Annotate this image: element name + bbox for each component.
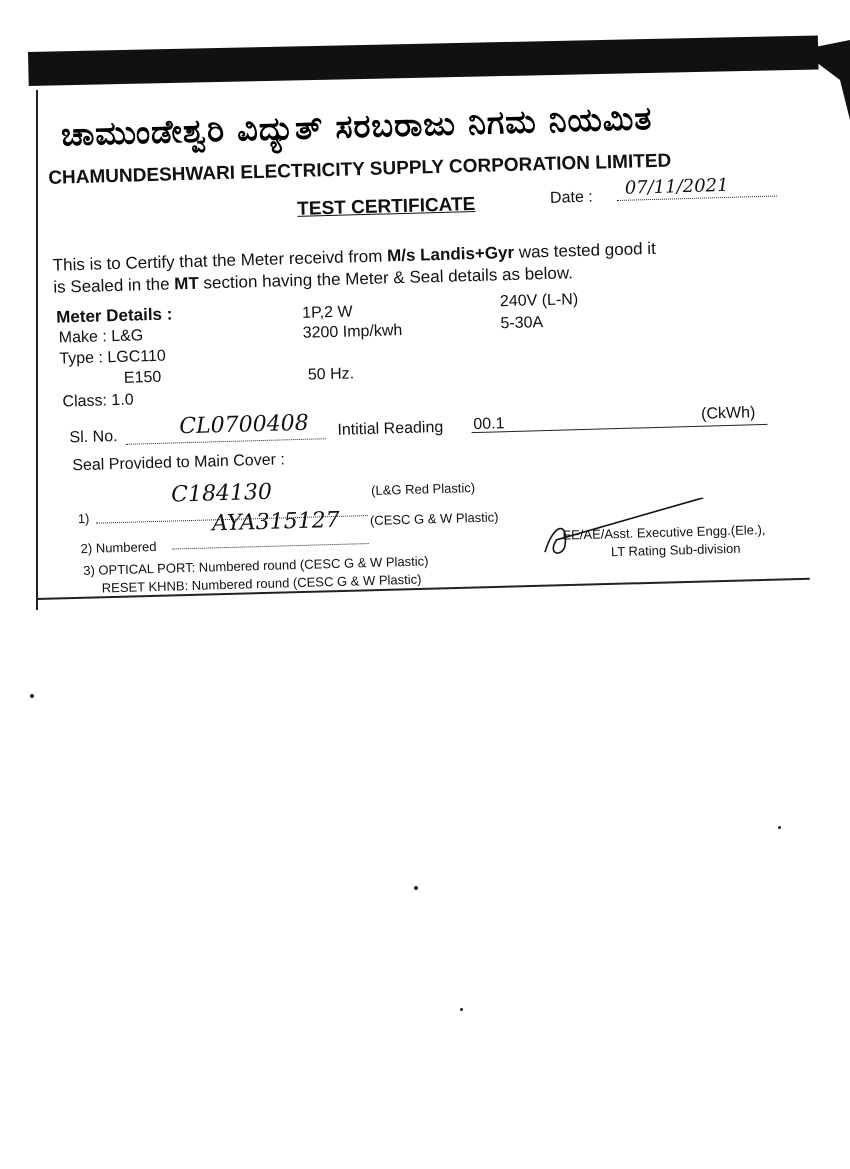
initial-reading-value: 00.1 xyxy=(473,415,505,434)
vendor-name: M/s Landis+Gyr xyxy=(386,242,515,266)
scan-speck xyxy=(30,694,34,698)
test-certificate xyxy=(42,75,816,596)
certification-text-1a: This is to Certify that the Meter receivd from xyxy=(52,246,388,275)
certification-text-1b: was tested good it xyxy=(513,238,657,262)
document-left-edge xyxy=(36,90,38,610)
serial-dots xyxy=(126,438,326,445)
meter-details-label: Meter Details : xyxy=(55,304,173,327)
signatory-office: LT Rating Sub-division xyxy=(610,540,741,560)
scan-speck xyxy=(414,886,418,890)
meter-voltage: 240V (L-N) xyxy=(499,291,579,311)
seal-2-value: AYA315127 xyxy=(211,507,341,537)
seal-1-type: (L&G Red Plastic) xyxy=(370,480,476,498)
meter-class: Class: 1.0 xyxy=(62,391,134,411)
scan-speck xyxy=(778,826,781,829)
meter-constant: 3200 Imp/kwh xyxy=(302,322,403,342)
seal-section-label: Seal Provided to Main Cover : xyxy=(72,451,286,475)
certificate-title: TEST CERTIFICATE xyxy=(296,193,476,220)
company-name: CHAMUNDESHWARI ELECTRICITY SUPPLY CORPORATION LIMITED xyxy=(48,150,672,189)
reading-underline xyxy=(472,424,768,433)
meter-current: 5-30A xyxy=(500,314,544,333)
section-name: MT xyxy=(174,273,200,294)
meter-type: Type : LGC110 xyxy=(59,347,166,368)
date-label: Date : xyxy=(549,188,593,207)
reading-unit: (CkWh) xyxy=(700,404,756,423)
certification-text-2b: section having the Meter & Seal details as below. xyxy=(198,263,574,293)
seal-3-optical-port: 3) OPTICAL PORT: Numbered round (CESC G & W Plastic) xyxy=(83,553,429,579)
seal-2-dots xyxy=(173,543,369,549)
meter-frequency: 50 Hz. xyxy=(307,365,355,384)
seal-4-reset-knob: RESET KHNB: Numbered round (CESC G & W Plastic) xyxy=(101,571,422,596)
meter-phase: 1P,2 W xyxy=(301,303,353,322)
serial-value: CL0700408 xyxy=(178,410,310,440)
serial-label: Sl. No. xyxy=(69,428,118,447)
meter-make: Make : L&G xyxy=(58,327,144,347)
meter-type-sub: E150 xyxy=(123,368,162,387)
seal-1-prefix: 1) xyxy=(77,510,90,527)
initial-reading-label: Intitial Reading xyxy=(337,418,444,439)
date-value: 07/11/2021 xyxy=(624,174,729,199)
kannada-company-name: ಚಾಮುಂಡೇಶ್ವರಿ ವಿದ್ಯುತ್ ಸರಬರಾಜು ನಿಗಮ ನಿಯಮಿತ xyxy=(60,98,653,154)
seal-2-prefix: 2) Numbered xyxy=(80,538,157,557)
seal-2-type: (CESC G & W Plastic) xyxy=(369,509,499,529)
scan-speck xyxy=(460,1008,463,1011)
corner-fold-mark xyxy=(800,40,850,120)
certification-text-2a: is Sealed in the xyxy=(53,274,175,297)
seal-1-value: C184130 xyxy=(170,479,273,508)
signatory-title: EE/AE/Asst. Executive Engg.(Ele.), xyxy=(562,521,766,543)
